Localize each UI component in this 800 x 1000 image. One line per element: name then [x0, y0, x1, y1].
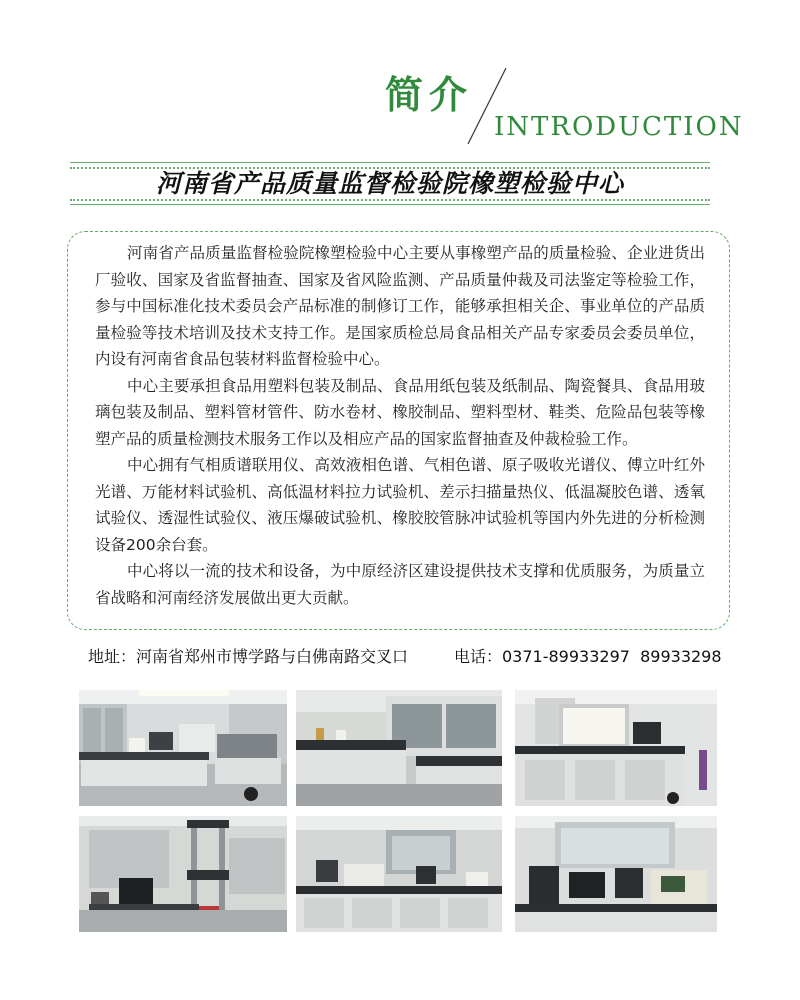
title-chinese: 简介: [385, 73, 474, 117]
top-rule: [70, 162, 710, 163]
lab-photo-1: [79, 690, 287, 806]
lab-photo-3: [515, 690, 717, 806]
intro-paragraph-1: 河南省产品质量监督检验院橡塑检验中心主要从事橡塑产品的质量检验、企业进货出厂验收、国家及省监督抽查、国家及省风险监测、产品质量仲裁及司法鉴定等检验工作，参与中国标准化技术委员会产品标准的制修订工作，能够承担相关企、事业单位的产品质量检验等技术培训及技术支持工作。是国家质检总局食品相关产品专家委员会委员单位，内设有河南省食品包装材料监督检验中心。: [95, 244, 705, 368]
lab-photo-6: [515, 816, 717, 932]
address-text: 地址：河南省郑州市博学路与白佛南路交叉口: [88, 647, 409, 666]
intro-paragraph-4: 中心将以一流的技术和设备，为中原经济区建设提供技术支撑和优质服务，为质量立省战略和河南经济发展做出更大贡献。: [95, 562, 705, 607]
intro-paragraph-3: 中心拥有气相质谱联用仪、高效液相色谱、气相色谱、原子吸收光谱仪、傅立叶红外光谱、万能材料试验机、高低温材料拉力试验机、差示扫描量热仪、低温凝胶色谱、透氧试验仪、透湿性试验仪、液压爆破试验机、橡胶胶管脉冲试验机等国内外先进的分析检测设备200余台套。: [95, 456, 705, 554]
bottom-dotted-rule: [70, 199, 710, 201]
title-english: INTRODUCTION: [494, 112, 744, 142]
lab-photo-4: [79, 816, 287, 932]
intro-text: [95, 240, 705, 611]
page-subtitle: 河南省产品质量监督检验院橡塑检验中心: [155, 169, 624, 198]
lab-photo-5: [296, 816, 502, 932]
phone-text: 电话：0371-89933297 89933298: [454, 647, 722, 666]
intro-paragraph-2: 中心主要承担食品用塑料包装及制品、食品用纸包装及纸制品、陶瓷餐具、食品用玻璃包装及制品、塑料管材管件、防水卷材、橡胶制品、塑料型材、鞋类、危险品包装等橡塑产品的质量检测技术服务工作以及相应产品的国家监督抽查及仲裁检验工作。: [95, 376, 705, 448]
bottom-rule: [70, 204, 710, 205]
lab-photo-2: [296, 690, 502, 806]
